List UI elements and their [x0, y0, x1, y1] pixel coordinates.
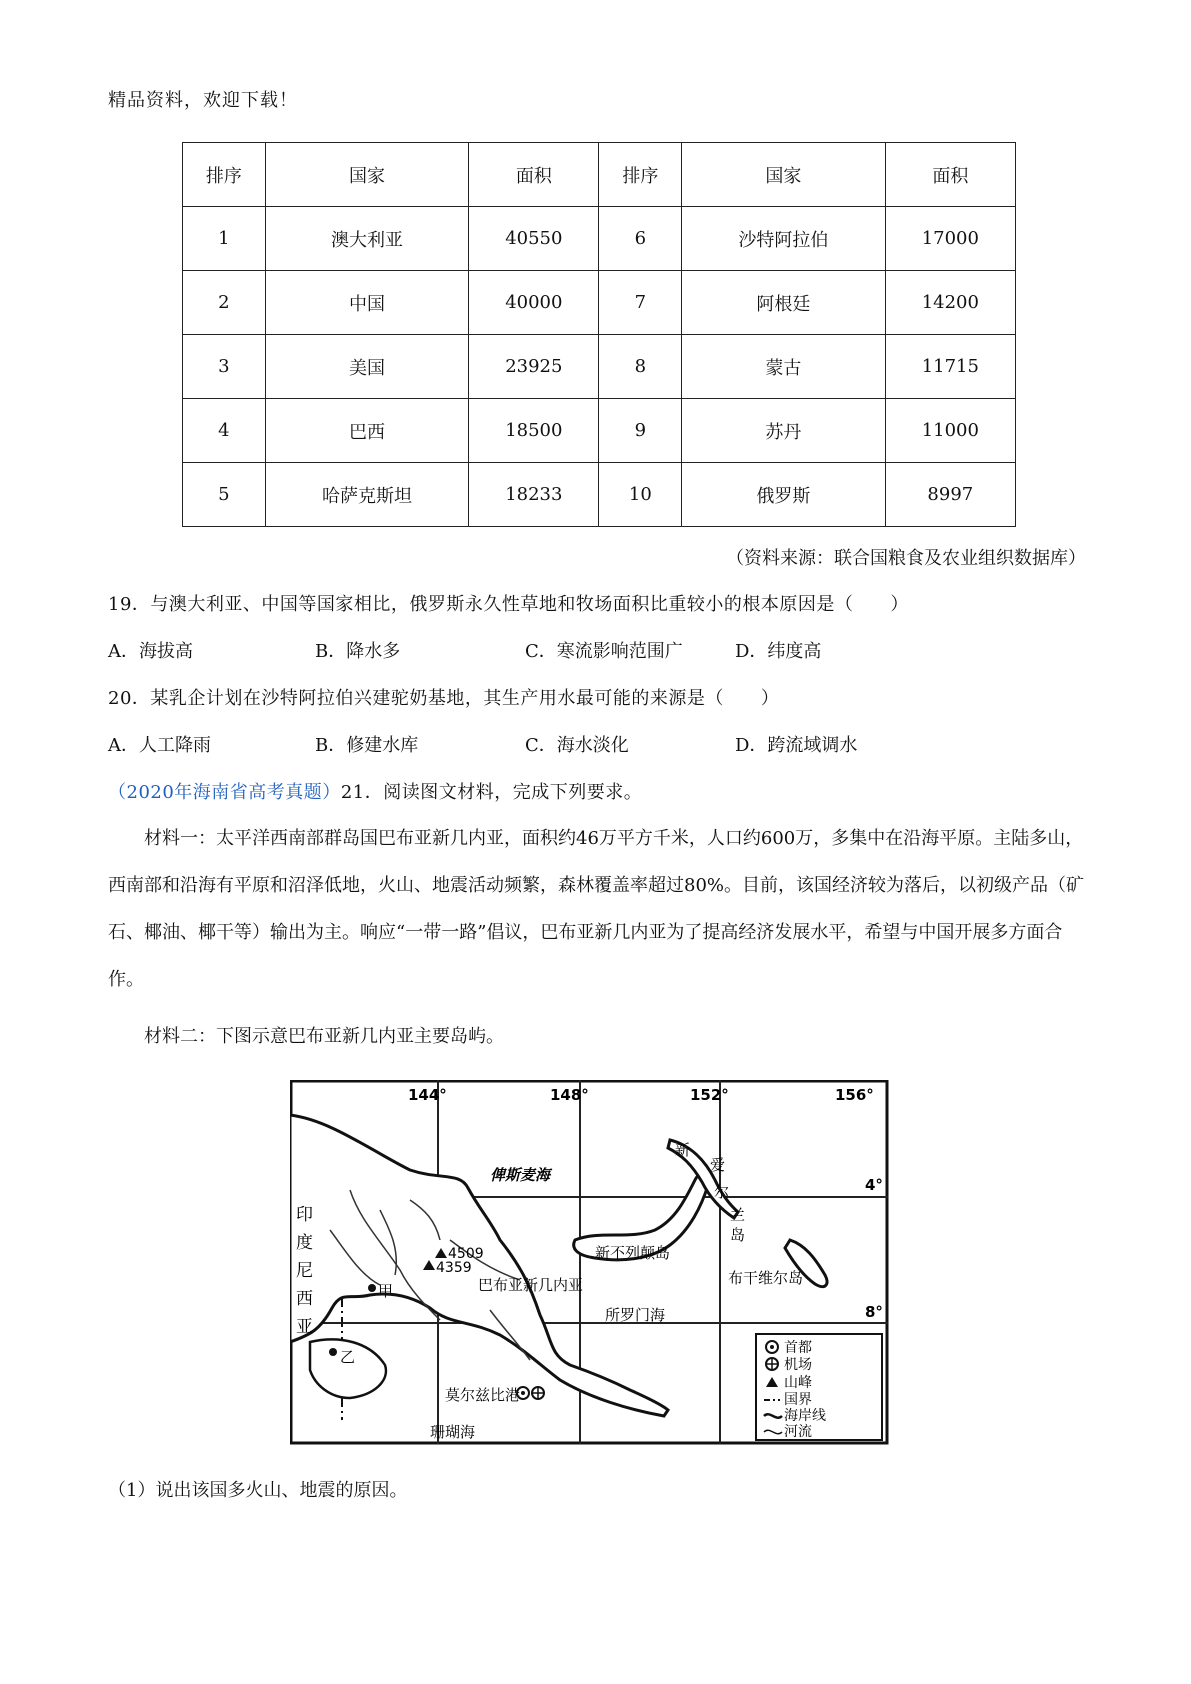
table-row — [183, 207, 1016, 271]
papua-new-guinea-map — [290, 1080, 890, 1446]
table-header-cell: 面积 — [469, 143, 599, 207]
table-cell: 8 — [599, 335, 682, 399]
table-cell: 8997 — [885, 463, 1015, 527]
table-cell: 14200 — [885, 271, 1015, 335]
country-label: 巴布亚新几内亚 — [478, 1276, 584, 1294]
table-cell: 美国 — [265, 335, 468, 399]
table-cell: 10 — [599, 463, 682, 527]
capital-label: 莫尔兹比港 — [445, 1386, 521, 1404]
svg-text:岛: 岛 — [730, 1226, 746, 1244]
table-cell: 澳大利亚 — [265, 207, 468, 271]
question-21-text: 21．阅读图文材料，完成下列要求。 — [340, 782, 643, 803]
table-source-note: （资料来源：联合国粮食及农业组织数据库） — [726, 548, 1086, 569]
legend-coastline: 海岸线 — [784, 1408, 826, 1424]
option-b: B．降水多 — [315, 641, 401, 662]
solomon-sea-label: 所罗门海 — [605, 1306, 666, 1324]
table-header-cell: 国家 — [265, 143, 468, 207]
lon-label: 144° — [408, 1086, 447, 1104]
table-cell: 哈萨克斯坦 — [265, 463, 468, 527]
table-cell: 3 — [183, 335, 266, 399]
svg-text:印: 印 — [296, 1205, 313, 1225]
option-d: D．跨流域调水 — [735, 735, 858, 756]
svg-text:亚: 亚 — [296, 1317, 313, 1337]
place-dot — [368, 1284, 376, 1292]
question-20: 20．某乳企计划在沙特阿拉伯兴建驼奶基地，其生产用水最可能的来源是（ ） — [108, 688, 780, 709]
table-cell: 俄罗斯 — [682, 463, 885, 527]
peak-label: 4509 — [448, 1246, 484, 1262]
svg-text:西: 西 — [296, 1289, 313, 1309]
table-cell: 17000 — [885, 207, 1015, 271]
table-cell: 40550 — [469, 207, 599, 271]
table-cell: 18233 — [469, 463, 599, 527]
sub-question-1: （1）说出该国多火山、地震的原因。 — [108, 1480, 408, 1501]
question-20-options — [108, 731, 857, 757]
table-cell: 4 — [183, 399, 266, 463]
lat-label: 4° — [865, 1176, 883, 1194]
table-cell: 中国 — [265, 271, 468, 335]
table-cell: 1 — [183, 207, 266, 271]
table-cell: 11715 — [885, 335, 1015, 399]
option-c: C．寒流影响范围广 — [525, 641, 683, 662]
svg-text:尼: 尼 — [296, 1261, 313, 1281]
table-cell: 40000 — [469, 271, 599, 335]
table-cell: 11000 — [885, 399, 1015, 463]
table-header-cell: 面积 — [885, 143, 1015, 207]
new-britain-label: 新不列颠岛 — [595, 1244, 671, 1262]
place-b-label: 乙 — [340, 1348, 356, 1366]
table-row — [183, 335, 1016, 399]
area-table — [182, 142, 1016, 527]
peak-label: 4359 — [436, 1260, 472, 1276]
table-cell: 6 — [599, 207, 682, 271]
map-legend — [756, 1334, 882, 1440]
table-row — [183, 271, 1016, 335]
question-19: 19．与澳大利亚、中国等国家相比，俄罗斯永久性草地和牧场面积比重较小的根本原因是（ ） — [108, 594, 909, 615]
table-cell: 蒙古 — [682, 335, 885, 399]
coral-sea-label: 珊瑚海 — [430, 1423, 476, 1441]
table-cell: 5 — [183, 463, 266, 527]
svg-text:兰: 兰 — [730, 1206, 746, 1224]
lon-label: 152° — [690, 1086, 729, 1104]
table-row — [183, 399, 1016, 463]
legend-peak: 山峰 — [784, 1375, 812, 1391]
table-cell: 沙特阿拉伯 — [682, 207, 885, 271]
material-one: 材料一：太平洋西南部群岛国巴布亚新几内亚，面积约46万平方千米，人口约600万，多集中在沿海平原。主陆多山，西南部和沿海有平原和沼泽低地，火山、地震活动频繁，森林覆盖率超过80%。目前，该国经济较为落后，以初级产品（矿石、椰油、椰干等）输出为主。响应“一带一路”倡议，巴布亚新几内亚为了提高经济发展水平，希望与中国开展多方面合作。 — [108, 828, 1085, 990]
table-cell: 18500 — [469, 399, 599, 463]
exam-source-tag: （2020年海南省高考真题） — [108, 782, 341, 803]
option-a: A．海拔高 — [108, 641, 193, 662]
table-cell: 阿根廷 — [682, 271, 885, 335]
lat-label: 8° — [865, 1303, 883, 1321]
svg-text:新: 新 — [675, 1141, 691, 1159]
table-cell: 巴西 — [265, 399, 468, 463]
table-cell: 苏丹 — [682, 399, 885, 463]
question-21 — [108, 778, 642, 804]
lon-label: 148° — [550, 1086, 589, 1104]
place-a-label: 甲 — [378, 1282, 394, 1300]
material-two: 材料二：下图示意巴布亚新几内亚主要岛屿。 — [144, 1026, 504, 1047]
table-cell: 23925 — [469, 335, 599, 399]
svg-text:尔: 尔 — [714, 1183, 730, 1201]
table-header-cell: 排序 — [183, 143, 266, 207]
legend-capital: 首都 — [784, 1340, 812, 1356]
bougainville-label: 布干维尔岛 — [728, 1269, 804, 1287]
page-header: 精品资料，欢迎下载！ — [108, 90, 298, 111]
table-cell: 7 — [599, 271, 682, 335]
table-header-cell: 排序 — [599, 143, 682, 207]
option-b: B．修建水库 — [315, 735, 419, 756]
legend-border: 国界 — [784, 1392, 812, 1408]
table-cell: 9 — [599, 399, 682, 463]
legend-river: 河流 — [784, 1424, 812, 1440]
table-cell: 2 — [183, 271, 266, 335]
lon-label: 156° — [835, 1086, 874, 1104]
option-a: A．人工降雨 — [108, 735, 211, 756]
option-d: D．纬度高 — [735, 641, 822, 662]
svg-text:度: 度 — [296, 1233, 313, 1253]
table-row — [183, 463, 1016, 527]
indonesia-label — [296, 1205, 313, 1337]
table-header-row — [183, 143, 1016, 207]
option-c: C．海水淡化 — [525, 735, 629, 756]
legend-airport: 机场 — [784, 1357, 812, 1373]
bismarck-sea-label: 俾斯麦海 — [490, 1166, 551, 1184]
table-header-cell: 国家 — [682, 143, 885, 207]
svg-text:爱: 爱 — [710, 1156, 726, 1174]
question-19-options — [108, 637, 821, 663]
place-dot — [329, 1348, 337, 1356]
